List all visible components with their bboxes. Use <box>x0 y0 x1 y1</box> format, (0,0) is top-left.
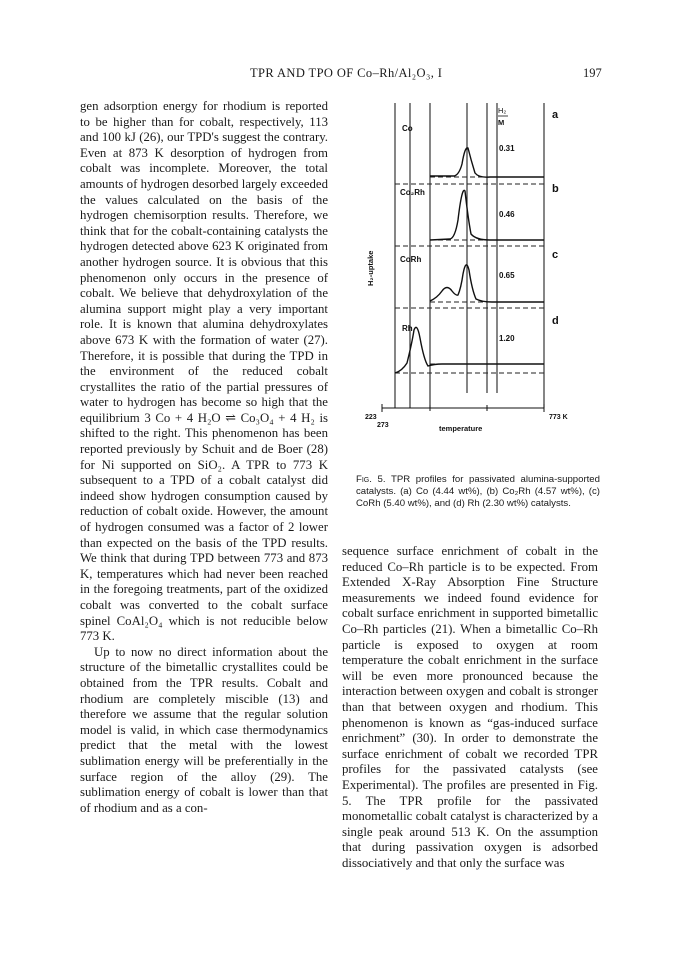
right-paragraph-1: sequence surface enrichment of cobalt in the reduced Co–Rh particle is to be expected. From Extended X-Ray Absorption Fine Structure measurements we indeed found evidence for cobalt surface enrichment in supported bimetallic Co–Rh particles (21). When a bimetallic Co–Rh particle is exposed to oxygen at room temperature the cobalt enrichment in the surface will be even more pronounced because the interaction between oxygen and cobalt is stronger than that between oxygen and rhodium. This phenomenon is known as “gas-induced surface enrichment” (30). In order to demonstrate the surface enrichment of cobalt we recorded TPR profiles for the passivated catalysts (see Experimental). The profiles are presented in Fig. 5. The TPR profile for the passivated monometallic cobalt catalyst is characterized by a single peak around 513 K. On the assumption that during passivation oxygen is adsorbed dissociatively and that only the surface was <box>342 544 598 870</box>
right-column <box>342 544 598 871</box>
panel-letter-d: d <box>552 315 559 327</box>
sample-label-co2rh: Co₂Rh <box>400 188 425 197</box>
ratio-header-bottom: M <box>498 118 505 127</box>
caption-text: TPR profiles for passivated alumina-supported catalysts. (a) Co (4.44 wt%), (b) Co₂Rh (4.57 wt%), (c) CoRh (5.40 wt%), and (d) Rh (2.30 wt%) catalysts. <box>356 474 600 510</box>
x-axis-label: temperature <box>439 424 483 433</box>
caption-label: Fig. 5. <box>356 474 386 485</box>
left-column <box>80 99 328 816</box>
x-tick-223: 223 <box>365 414 377 421</box>
figure-caption <box>356 474 600 511</box>
ratio-header-top: H₂ <box>498 106 507 115</box>
ratio-value-a: 0.31 <box>499 144 515 153</box>
panel-letter-c: c <box>552 249 559 261</box>
left-paragraph-1: gen adsorption energy for rhodium is reported to be higher than for cobalt, respectively, 113 and 100 kJ (26), our TPD's suggest the contrary. Even at 873 K desorption of hydrogen from cobalt was incomplete. Moreover, the total amounts of hydrogen desorbed largely exceeded the values calculated on the basis of the hydrogen chemisorption results. Therefore, we think that for the cobalt-containing catalysts the hydrogen detected above 623 K originated from another hydrogen source. It is obvious that this phenomenon only occurs in the presence of cobalt. We believe that dehydroxylation of the alumina support might play a very important role. It is known that alumina dehydroxylates above 673 K with the formation of water (27). Therefore, it is possible that during the TPD in the environment of the reduced cobalt crystallites the ratio of the partial pressures of water to hydrogen has become so high that the equilibrium 3 Co + 4 H₂O ⇌ Co₃O₄ + 4 H₂ is shifted to the right. This phenomenon has been reported previously by Schuit and de Boer (28) for Ni supported on SiO₂. A TPR to 773 K subsequent to a TPD of a cobalt catalyst did indeed show hydrogen consumption caused by reduction of cobalt oxide. However, the amount of hydrogen consumed was a factor of 2 lower than expected on the basis of the TPD results. We think that during TPD between 773 and 873 K, temperatures which had never been reached in the foregoing treatments, part of the oxidized cobalt was converted to the cobalt surface spinel CoAl₂O₄ which is not reducible below 773 K. <box>80 99 328 644</box>
x-tick-773: 773 K <box>549 414 568 421</box>
y-axis-label: H₂-uptake <box>366 250 375 286</box>
page-number: 197 <box>583 66 602 80</box>
page-header <box>0 66 675 82</box>
sample-label-rh: Rh <box>402 324 413 333</box>
sample-label-corh: CoRh <box>400 255 422 264</box>
ratio-value-c: 0.65 <box>499 271 515 280</box>
panel-letter-b: b <box>552 183 559 195</box>
ratio-value-d: 1.20 <box>499 334 515 343</box>
figure-5 <box>342 98 602 468</box>
sample-label-co: Co <box>402 124 413 133</box>
running-title: TPR AND TPO OF Co–Rh/Al₂O₃, I <box>250 66 443 80</box>
ratio-value-b: 0.46 <box>499 210 515 219</box>
panel-letter-a: a <box>552 109 559 121</box>
x-tick-273: 273 <box>377 422 389 429</box>
left-paragraph-2: Up to now no direct information about the structure of the bimetallic crystallites could be obtained from the TPR results. Cobalt and rhodium are completely miscible (13) and therefore we assume that the regular solution model is valid, in which case thermodynamics predict that the metal with the lowest sublimation energy will be preferentially in the surface region of the alloy (29). The sublimation energy of cobalt is lower than that of rhodium and as a con- <box>80 644 328 815</box>
profile-curve-d <box>395 327 544 373</box>
